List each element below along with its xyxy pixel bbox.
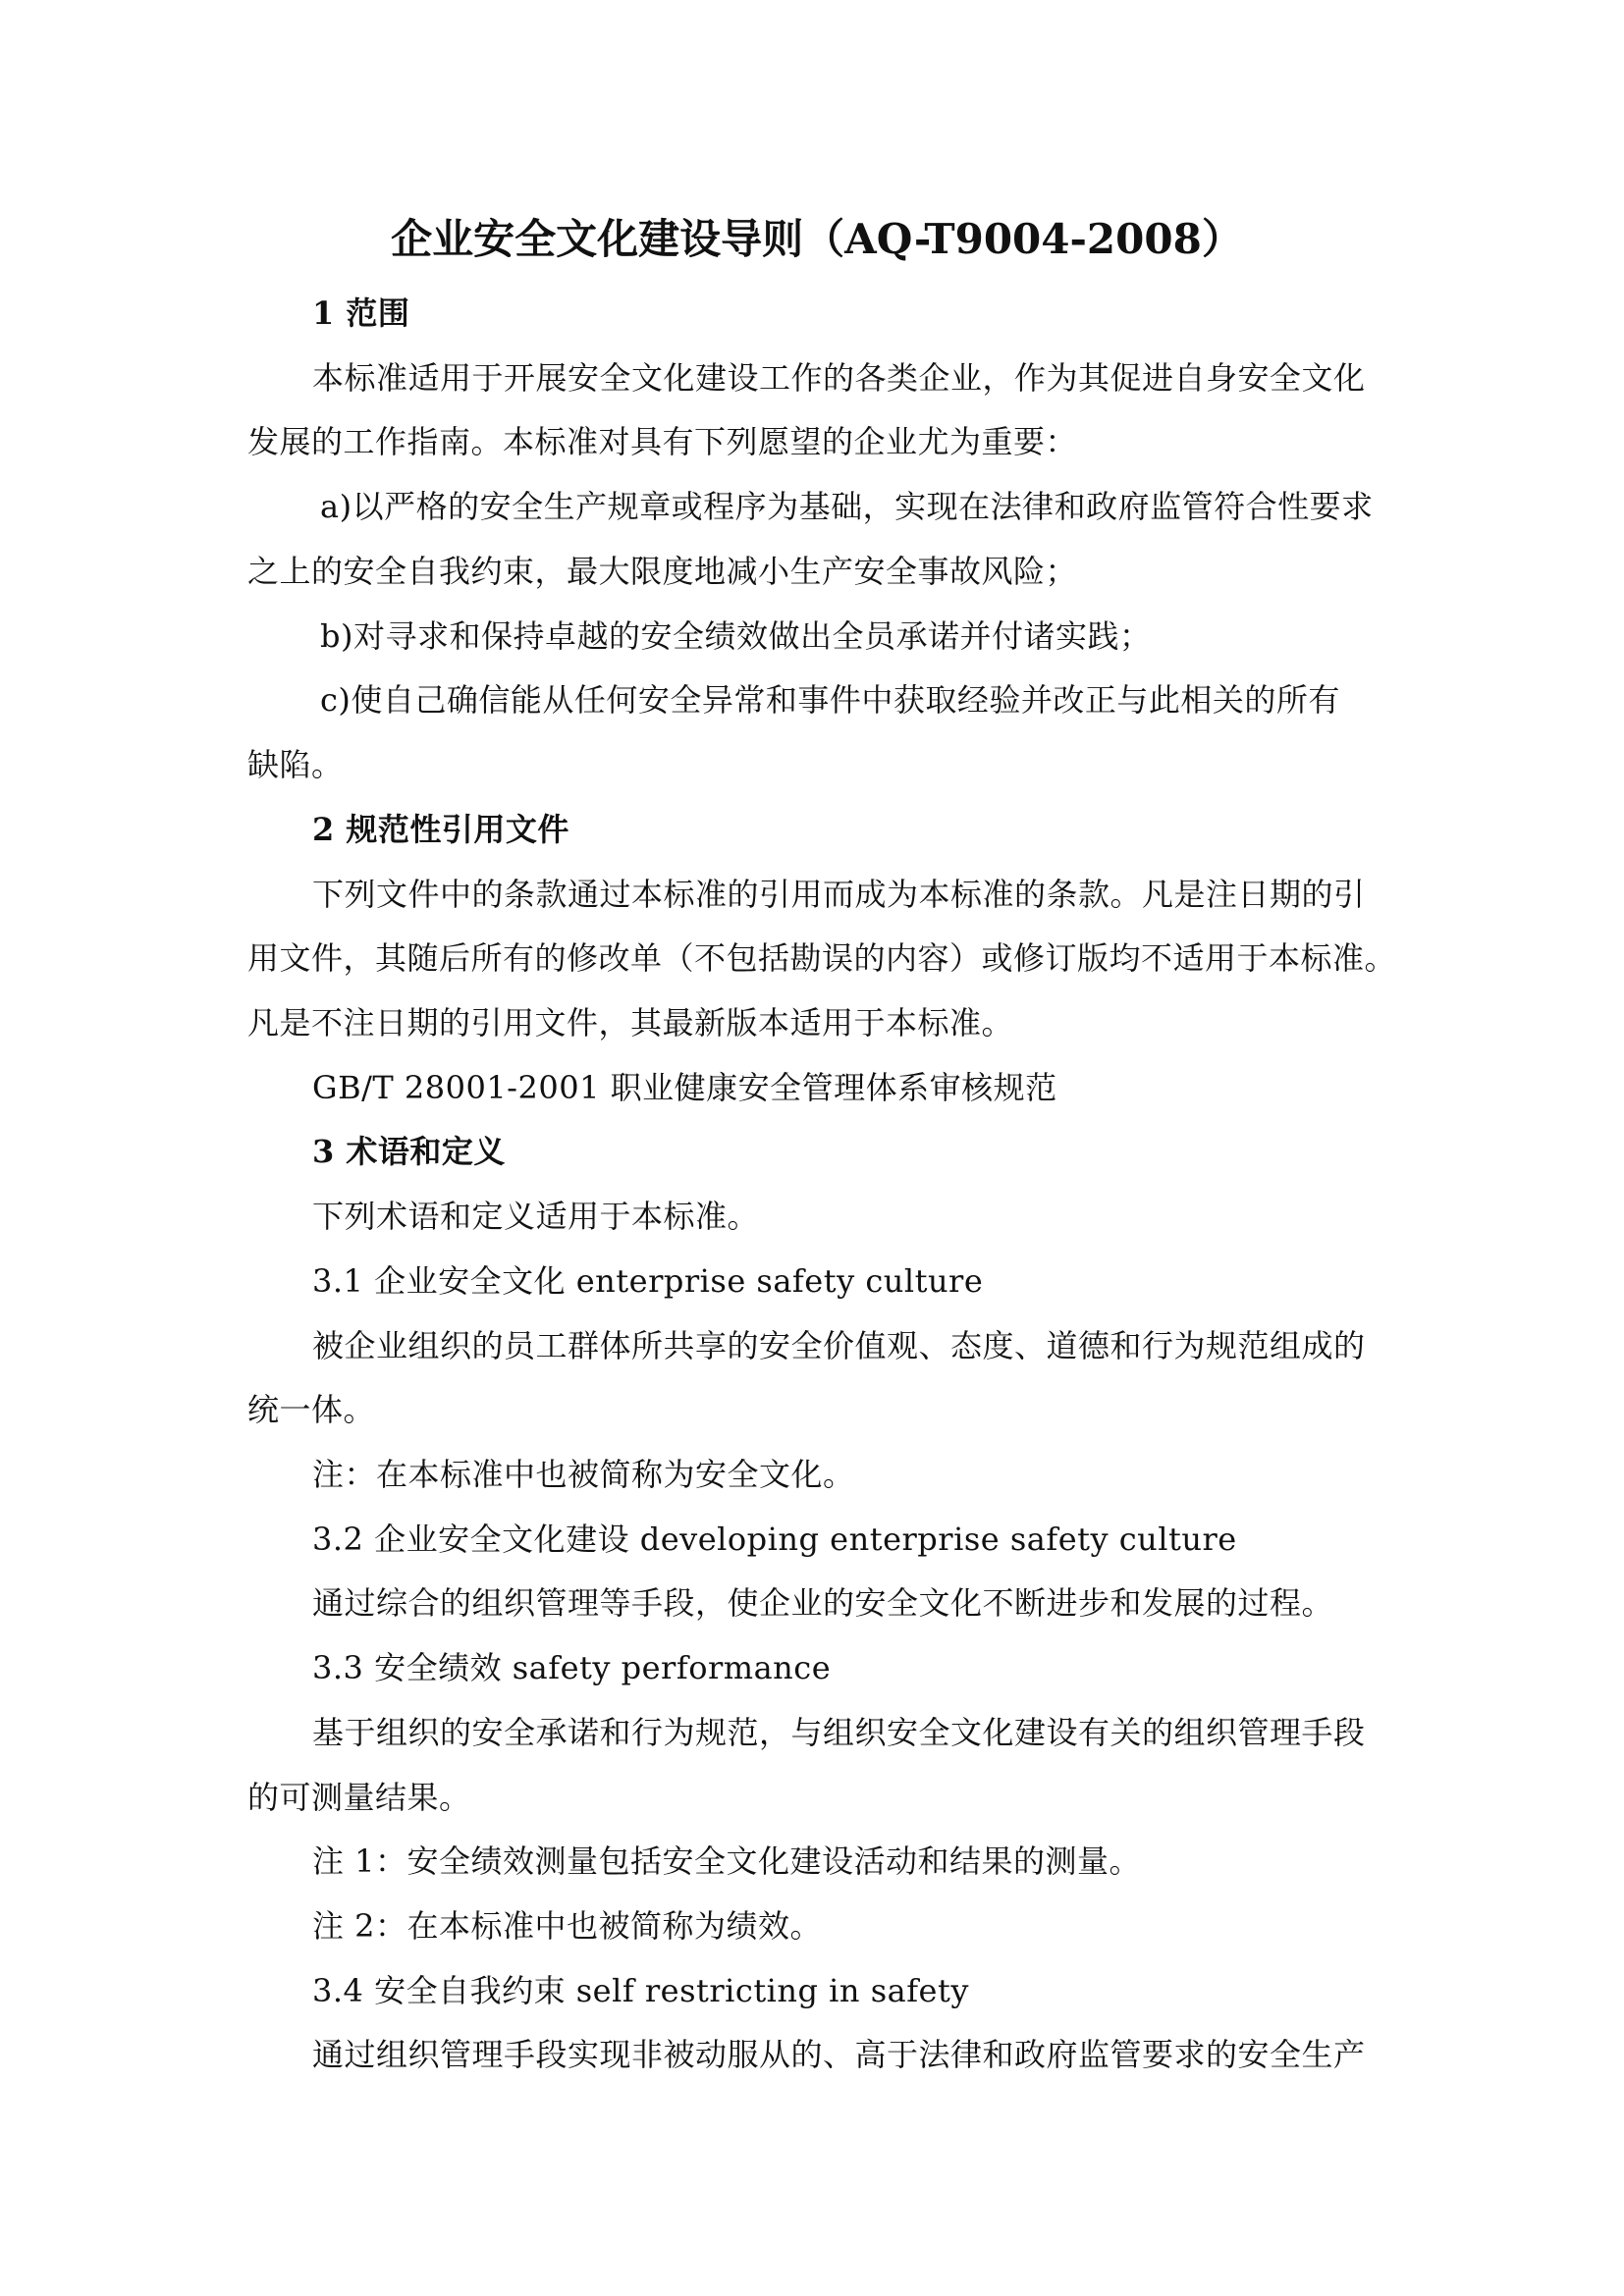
note-line: 注 2：在本标准中也被简称为绩效。	[312, 1907, 823, 1945]
paragraph-line: 被企业组织的员工群体所共享的安全价值观、态度、道德和行为规范组成的	[312, 1327, 1366, 1364]
reference-item: GB/T 28001-2001 职业健康安全管理体系审核规范	[312, 1069, 1057, 1106]
list-item-a: a)以严格的安全生产规章或程序为基础，实现在法律和政府监管符合性要求	[320, 488, 1374, 525]
paragraph-line: 之上的安全自我约束，最大限度地减小生产安全事故风险；	[247, 553, 1078, 590]
section-heading-scope: 1 范围	[312, 294, 410, 332]
paragraph-line: 通过综合的组织管理等手段，使企业的安全文化不断进步和发展的过程。	[312, 1584, 1334, 1622]
list-item-c: c)使自己确信能从任何安全异常和事件中获取经验并改正与此相关的所有	[320, 681, 1340, 719]
paragraph-line: 下列文件中的条款通过本标准的引用而成为本标准的条款。凡是注日期的引	[312, 876, 1366, 913]
term-heading-3-4: 3.4 安全自我约束 self restricting in safety	[312, 1972, 969, 2009]
paragraph-line: 基于组织的安全承诺和行为规范，与组织安全文化建设有关的组织管理手段	[312, 1714, 1366, 1751]
paragraph-line: 凡是不注日期的引用文件，其最新版本适用于本标准。	[247, 1004, 1014, 1041]
paragraph-line: 的可测量结果。	[247, 1779, 471, 1816]
term-heading-3-2: 3.2 企业安全文化建设 developing enterprise safety culture	[312, 1521, 1237, 1558]
note-line: 注 1：安全绩效测量包括安全文化建设活动和结果的测量。	[312, 1842, 1142, 1880]
paragraph-line: 缺陷。	[247, 746, 344, 783]
term-heading-3-3: 3.3 安全绩效 safety performance	[312, 1649, 832, 1686]
paragraph-line: 本标准适用于开展安全文化建设工作的各类企业，作为其促进自身安全文化	[312, 359, 1366, 397]
paragraph-line: 发展的工作指南。本标准对具有下列愿望的企业尤为重要：	[247, 423, 1078, 460]
document-title: 企业安全文化建设导则（AQ-T9004-2008）	[391, 215, 1243, 263]
section-heading-references: 2 规范性引用文件	[312, 811, 569, 848]
note-line: 注：在本标准中也被简称为安全文化。	[312, 1456, 855, 1493]
term-heading-3-1: 3.1 企业安全文化 enterprise safety culture	[312, 1262, 984, 1300]
list-item-b: b)对寻求和保持卓越的安全绩效做出全员承诺并付诸实践；	[320, 617, 1152, 655]
section-heading-terms: 3 术语和定义	[312, 1133, 506, 1170]
paragraph-line: 下列术语和定义适用于本标准。	[312, 1198, 760, 1235]
paragraph-line: 统一体。	[247, 1391, 376, 1428]
paragraph-line: 通过组织管理手段实现非被动服从的、高于法律和政府监管要求的安全生产	[312, 2036, 1366, 2073]
paragraph-line: 用文件，其随后所有的修改单（不包括勘误的内容）或修订版均不适用于本标准。	[247, 939, 1397, 977]
